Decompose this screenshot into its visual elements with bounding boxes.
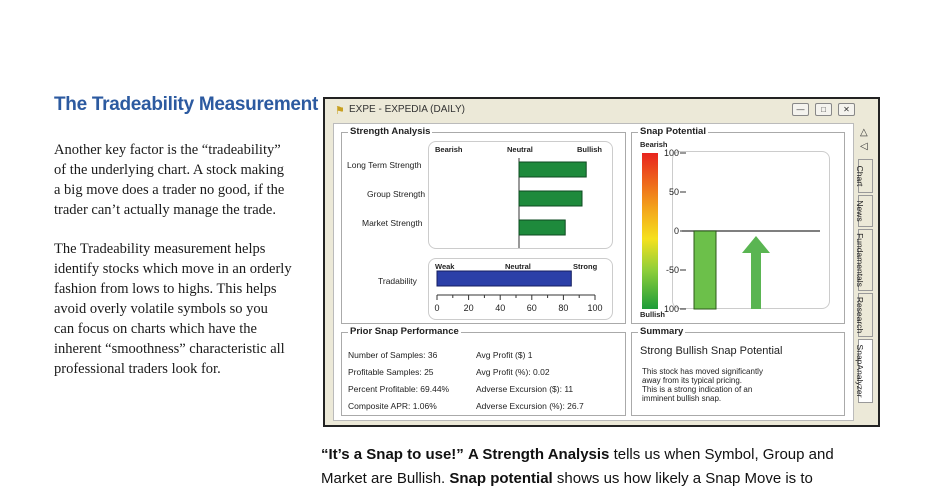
summary-line: This stock has moved significantly	[642, 367, 763, 376]
tradability-tick-label: 20	[463, 303, 474, 313]
tradeability-line: avoid overly volatile symbols so you	[54, 301, 268, 317]
summary-title: Summary	[640, 326, 684, 337]
stat-avg-profit-dollar: Avg Profit ($) 1	[476, 350, 533, 360]
tab-chart[interactable]: Chart	[858, 159, 873, 193]
strength-analysis-group	[341, 126, 626, 324]
strength-panel	[428, 141, 613, 249]
side-tabs	[856, 123, 876, 421]
tradability-tick-label: 40	[495, 303, 506, 313]
page-heading: The Tradeability Measurement	[54, 94, 319, 115]
scale-neutral: Neutral	[507, 145, 533, 154]
snap-bar	[694, 231, 716, 309]
summary-line: This is a strong indication of an	[642, 385, 753, 394]
tradability-tick-label: 0	[434, 303, 440, 313]
snap-bearish-label: Bearish	[640, 140, 668, 149]
stat-composite-apr: Composite APR: 1.06%	[348, 401, 437, 411]
maximize-button[interactable]: □	[815, 103, 832, 116]
analyzer-client	[333, 123, 854, 421]
intro-line: of the underlying chart. A stock making	[54, 162, 284, 178]
trad-scale-neutral: Neutral	[505, 262, 531, 271]
summary-line: imminent bullish snap.	[642, 394, 722, 403]
stat-profitable-samples: Profitable Samples: 25	[348, 367, 434, 377]
strength-bar	[519, 220, 565, 235]
snap-potential-title: Snap Potential	[640, 126, 706, 137]
snap-tick-label: 100	[663, 304, 679, 314]
intro-paragraph	[54, 140, 316, 220]
tradeability-line: inherent “smoothness” characteristic all	[54, 341, 285, 357]
trad-scale-weak: Weak	[435, 262, 455, 271]
snap-tick-label: 50	[668, 187, 679, 197]
tradability-tick-label: 60	[526, 303, 537, 313]
caption-snap-potential: Snap potential	[449, 470, 553, 487]
tradability-label: Tradability	[378, 276, 417, 286]
row-label-market: Market Strength	[362, 218, 423, 228]
intro-line: a big move does a trader no good, if the	[54, 182, 285, 198]
summary-line: away from its typical pricing.	[642, 376, 743, 385]
scale-bullish: Bullish	[577, 145, 603, 154]
strength-bar	[519, 191, 582, 206]
snap-potential-group	[631, 126, 845, 324]
tradability-tick-label: 80	[558, 303, 569, 313]
snap-chart	[632, 133, 846, 325]
snap-analyzer-window	[323, 97, 880, 427]
caption-quote: “It’s a Snap to use!”	[321, 446, 464, 463]
tradeability-line: fashion from lows to highs. This helps	[54, 281, 277, 297]
minimize-button[interactable]: —	[792, 103, 809, 116]
snap-bullish-label: Bullish	[640, 310, 666, 319]
summary-group	[631, 326, 845, 416]
trad-scale-strong: Strong	[573, 262, 598, 271]
strength-analysis-title: Strength Analysis	[350, 126, 431, 137]
tradability-bar	[437, 271, 571, 286]
snap-gauge	[642, 153, 658, 309]
prior-performance-title: Prior Snap Performance	[350, 326, 459, 337]
scroll-up-icon[interactable]: △	[860, 127, 868, 138]
snap-tick-label: 100	[663, 148, 679, 158]
caption-line-1	[321, 443, 921, 467]
window-titlebar	[325, 99, 878, 119]
tab-research[interactable]: Research	[858, 293, 873, 337]
caption-line-2	[321, 467, 921, 491]
caption-text-1: tells us when Symbol, Group and	[609, 446, 834, 463]
stat-percent-profitable: Percent Profitable: 69.44%	[348, 384, 450, 394]
stat-avg-profit-percent: Avg Profit (%): 0.02	[476, 367, 550, 377]
app-icon: ⚑	[335, 105, 345, 117]
tradeability-line: identify stocks which move in an orderly	[54, 261, 292, 277]
caption	[321, 443, 921, 491]
intro-line: Another key factor is the “tradeability”	[54, 142, 281, 158]
stat-adverse-excursion-dollar: Adverse Excursion ($): 11	[476, 384, 574, 394]
row-label-group: Group Strength	[367, 189, 426, 199]
tradeability-line: The Tradeability measurement helps	[54, 241, 266, 257]
summary-text	[642, 367, 763, 403]
tradability-tick-label: 100	[587, 303, 603, 313]
window-title: EXPE - EXPEDIA (DAILY)	[349, 104, 465, 115]
prior-snap-performance-group	[341, 326, 626, 416]
tradeability-line: professional traders look for.	[54, 361, 221, 377]
stat-adverse-excursion-percent: Adverse Excursion (%): 26.7	[476, 401, 584, 411]
scale-bearish: Bearish	[435, 145, 463, 154]
bullish-arrow-icon	[742, 236, 770, 309]
snap-tick-label: 0	[673, 226, 679, 236]
tradability-panel	[428, 258, 613, 320]
caption-strength-analysis: A Strength Analysis	[467, 446, 610, 463]
scroll-left-icon[interactable]: ◁	[860, 141, 868, 152]
tab-fundamentals[interactable]: Fundamentals	[858, 229, 873, 291]
close-button[interactable]: ✕	[838, 103, 855, 116]
caption-text-2: shows us how likely a Snap Move is to	[552, 470, 813, 487]
stat-number-of-samples: Number of Samples: 36	[348, 350, 438, 360]
tab-news[interactable]: News	[858, 195, 873, 227]
summary-headline: Strong Bullish Snap Potential	[640, 345, 783, 357]
strength-chart	[429, 150, 614, 250]
tab-snapanalyzer[interactable]: SnapAnalyzer	[858, 339, 873, 403]
caption-text-2a: Market are Bullish.	[321, 470, 450, 487]
strength-bar	[519, 162, 586, 177]
intro-line: trader can’t actually manage the trade.	[54, 202, 276, 218]
row-label-long-term: Long Term Strength	[347, 160, 422, 170]
tradability-chart	[429, 263, 614, 321]
tradeability-line: can focus on charts which have the	[54, 321, 257, 337]
tradeability-paragraph	[54, 239, 316, 379]
snap-tick-label: -50	[665, 265, 679, 275]
